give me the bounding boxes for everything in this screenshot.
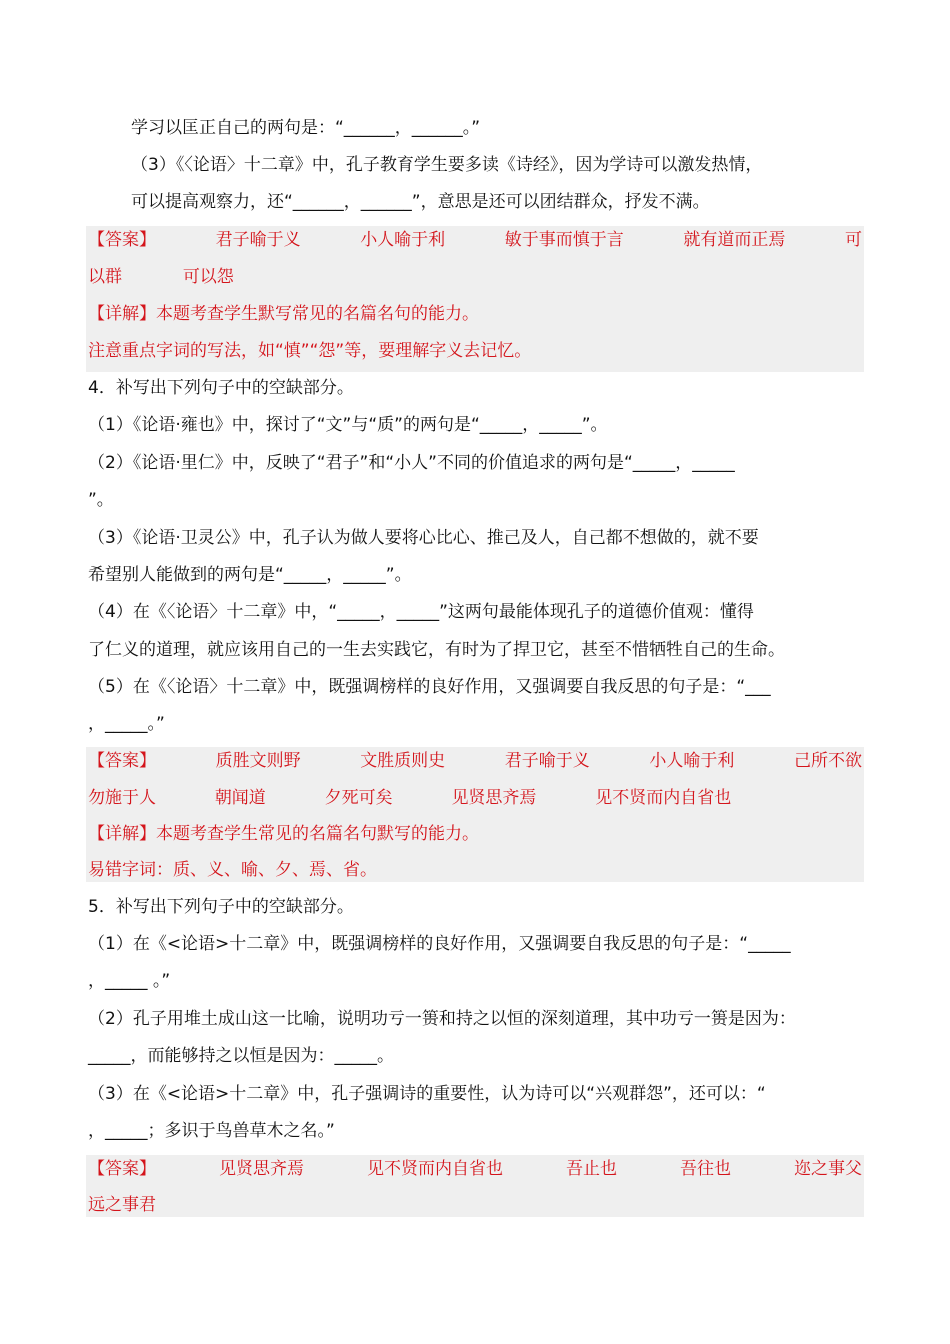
q5-item-1-cont: ，_____ 。”: [88, 971, 171, 991]
q3-line-1: 学习以匡正自己的两句是：“______，______。”: [131, 118, 481, 138]
q3-note: 注意重点字词的写法，如“慎”“怨”等，要理解字义去记忆。: [88, 341, 532, 361]
answer-item: 己所不欲: [793, 751, 862, 771]
answer-item: 夕死可矣: [324, 788, 393, 808]
answer-item: 朝闻道: [214, 788, 266, 808]
q5-item-2: （2）孔子用堆土成山这一比喻，说明功亏一篑和持之以恒的深刻道理，其中功亏一篑是因为：: [88, 1009, 796, 1029]
answer-item: 见不贤而内自省也: [595, 788, 732, 808]
answer-item: 吾止也: [566, 1159, 617, 1179]
answer-item: 质胜文则野: [215, 751, 301, 771]
answer-item: 勿施于人: [88, 788, 156, 808]
q4-item-4: （4）在《〈论语〉十二章》中，“_____，_____”这两句最能体现孔子的道德价值观：懂得: [88, 602, 754, 622]
q5-item-3-cont: ，_____；多识于鸟兽草木之名。”: [88, 1121, 335, 1141]
answer-item: 文胜质则史: [360, 751, 446, 771]
q4-item-4-cont: 了仁义的道理，就应该用自己的一生去实践它，有时为了捍卫它，甚至不惜牺牲自己的生命。: [88, 640, 785, 660]
q4-item-5: （5）在《〈论语〉十二章》中，既强调榜样的良好作用，又强调要自我反思的句子是：“___: [88, 677, 771, 697]
q3-item-3-cont: 可以提高观察力，还“______，______”，意思是还可以团结群众，抒发不满。: [131, 192, 710, 212]
q4-detail: 【详解】本题考查学生常见的名篇名句默写的能力。: [88, 824, 479, 844]
q4-note: 易错字词：质、义、喻、夕、焉、省。: [88, 860, 377, 880]
answer-item: 敏于事而慎于言: [504, 230, 624, 250]
q4-item-3-cont: 希望别人能做到的两句是“_____，_____”。: [88, 565, 412, 585]
answer-item: 可以怨: [182, 267, 234, 287]
q3-answer-row-2: [88, 265, 234, 289]
answer-item: 见不贤而内自省也: [367, 1159, 503, 1179]
answer-item: 小人喻于利: [360, 230, 446, 250]
q5-item-1: （1）在《<论语>十二章》中，既强调榜样的良好作用，又强调要自我反思的句子是：“_____: [88, 934, 791, 954]
q5-title: 5．补写出下列句子中的空缺部分。: [88, 897, 354, 917]
q5-item-3: （3）在《<论语>十二章》中，孔子强调诗的重要性，认为诗可以“兴观群怨”，还可以：“: [88, 1084, 766, 1104]
q4-answer-row-1: [88, 749, 862, 773]
answer-item: 就有道而正焉: [683, 230, 786, 250]
answer-item: 小人喻于利: [649, 751, 735, 771]
answer-item: 见贤思齐焉: [451, 788, 537, 808]
answer-item: 见贤思齐焉: [219, 1159, 304, 1179]
q3-detail: 【详解】本题考查学生默写常见的名篇名句的能力。: [88, 304, 479, 324]
q4-item-2-cont: ”。: [88, 490, 114, 510]
answer-item: 可: [844, 230, 862, 250]
answer-label: 【答案】: [88, 751, 156, 771]
q5-answer-row-2: 远之事君: [88, 1195, 156, 1215]
q5-answer-row-1: [88, 1157, 862, 1181]
answer-label: 【答案】: [88, 230, 156, 250]
q4-item-5-cont: ，_____。”: [88, 714, 165, 734]
answer-item: 君子喻于义: [215, 230, 301, 250]
q4-item-3: （3）《论语·卫灵公》中，孔子认为做人要将心比心、推己及人，自己都不想做的，就不要: [88, 528, 759, 548]
q4-item-2: （2）《论语·里仁》中，反映了“君子”和“小人”不同的价值追求的两句是“_____，_____: [88, 453, 735, 473]
q3-item-3: （3）《〈论语〉十二章》中，孔子教育学生要多读《诗经》，因为学诗可以激发热情，: [131, 155, 763, 175]
q4-answer-row-2: [88, 786, 731, 810]
q3-answer-row-1: [88, 228, 862, 252]
answer-item: 君子喻于义: [504, 751, 590, 771]
answer-item: 迩之事父: [794, 1159, 862, 1179]
q5-item-2-cont: _____，而能够持之以恒是因为：_____。: [88, 1046, 394, 1066]
q4-title: 4．补写出下列句子中的空缺部分。: [88, 378, 354, 398]
answer-label: 【答案】: [88, 1159, 156, 1179]
answer-item: 吾往也: [680, 1159, 731, 1179]
q4-item-1: （1）《论语·雍也》中，探讨了“文”与“质”的两句是“_____，_____”。: [88, 415, 608, 435]
answer-item: 以群: [88, 267, 122, 287]
